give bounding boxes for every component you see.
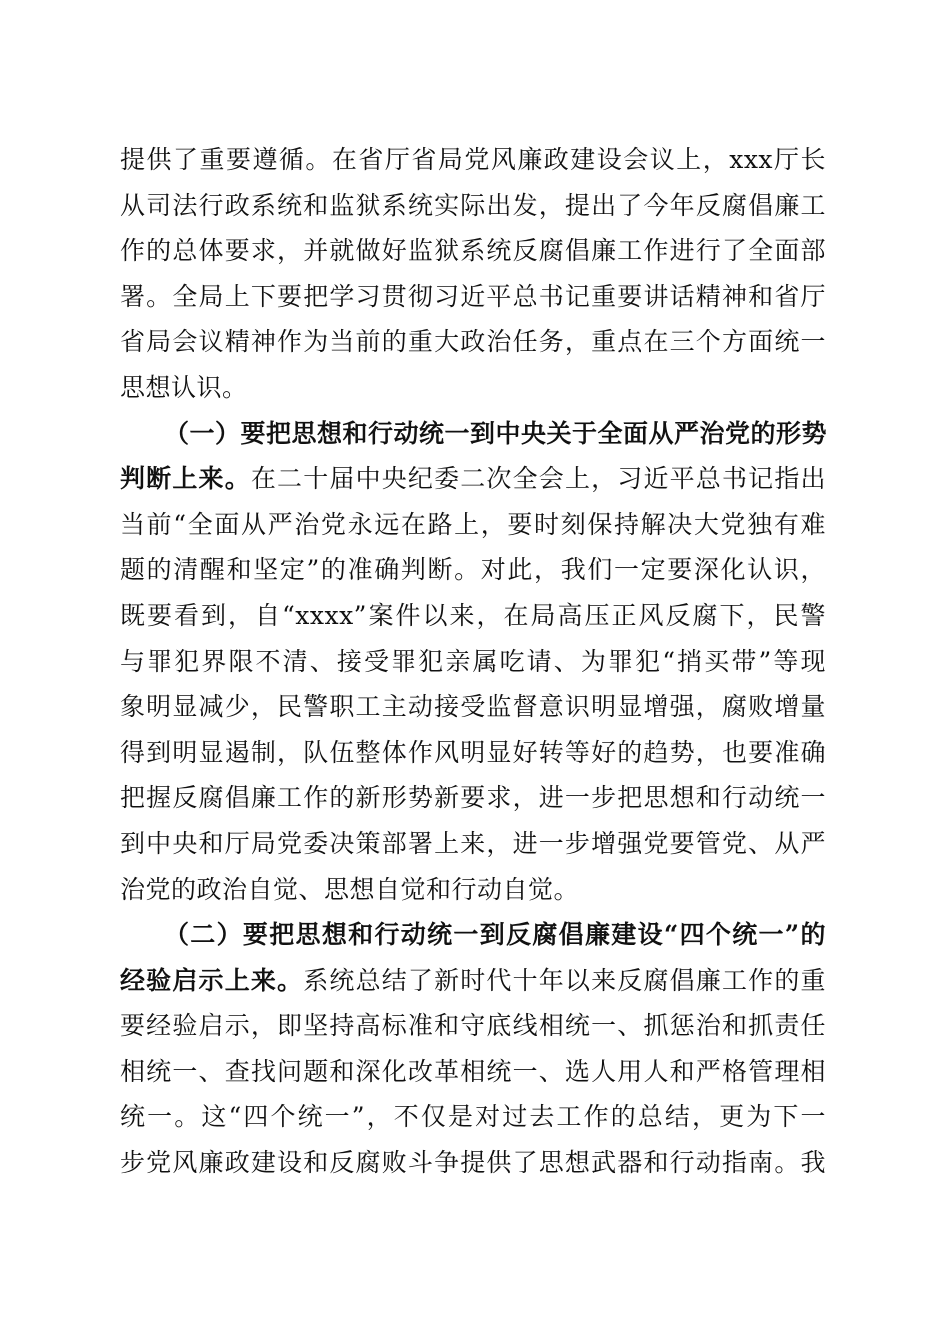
paragraph-section-1 — [120, 411, 826, 913]
text-line: 思想认识。 — [120, 372, 248, 402]
section-heading: （二）要把思想和行动统一到反腐倡廉建设“四个统一”的 — [164, 920, 826, 950]
text-line: 作的总体要求，并就做好监狱系统反腐倡廉工作进行了全面部 — [120, 236, 826, 266]
text-line: 相统一、查找问题和深化改革相统一、选人用人和严格管理相 — [120, 1056, 826, 1086]
text-line: 当前“全面从严治党永远在路上，要时刻保持解决大党独有难 — [120, 509, 826, 539]
text-line: 既要看到，自“xxxx”案件以来，在局高压正风反腐下，民警 — [120, 600, 826, 630]
document-page — [120, 137, 826, 1186]
text-line: 与罪犯界限不清、接受罪犯亲属吃请、为罪犯“捎买带”等现 — [120, 646, 826, 676]
text-line: 到中央和厅局党委决策部署上来，进一步增强党要管党、从严 — [120, 828, 826, 858]
text-line — [120, 958, 826, 1004]
text-span: 在二十届中央纪委二次全会上，习近平总书记指出 — [250, 464, 826, 494]
paragraph-intro — [120, 137, 826, 411]
section-heading: （一）要把思想和行动统一到中央关于全面从严治党的形势 — [164, 418, 828, 448]
text-line: 得到明显遏制，队伍整体作风明显好转等好的趋势，也要准确 — [120, 737, 826, 767]
text-line: 统一。这“四个统一”，不仅是对过去工作的总结，更为下一 — [120, 1102, 826, 1132]
text-line: 省局会议精神作为当前的重大政治任务，重点在三个方面统一 — [120, 327, 826, 357]
paragraph-section-2 — [120, 912, 826, 1186]
text-line: 题的清醒和坚定”的准确判断。对此，我们一定要深化认识， — [120, 555, 826, 585]
text-line: 从司法行政系统和监狱系统实际出发，提出了今年反腐倡廉工 — [120, 190, 826, 220]
text-line — [120, 456, 826, 502]
text-line: 步党风廉政建设和反腐败斗争提供了思想武器和行动指南。我 — [120, 1148, 826, 1178]
text-line: 把握反腐倡廉工作的新形势新要求，进一步把思想和行动统一 — [120, 783, 826, 813]
text-line: 治党的政治自觉、思想自觉和行动自觉。 — [120, 874, 580, 904]
text-span: 系统总结了新时代十年以来反腐倡廉工作的重 — [303, 965, 826, 995]
text-line: 提供了重要遵循。在省厅省局党风廉政建设会议上，xxx厅长 — [120, 145, 826, 174]
text-line: 署。全局上下要把学习贯彻习近平总书记重要讲话精神和省厅 — [120, 281, 826, 311]
section-heading-end: 判断上来。 — [120, 464, 251, 494]
section-heading-end: 经验启示上来。 — [120, 965, 304, 995]
text-line: 要经验启示，即坚持高标准和守底线相统一、抓惩治和抓责任 — [120, 1011, 826, 1041]
text-line: 象明显减少，民警职工主动接受监督意识明显增强，腐败增量 — [120, 692, 826, 722]
